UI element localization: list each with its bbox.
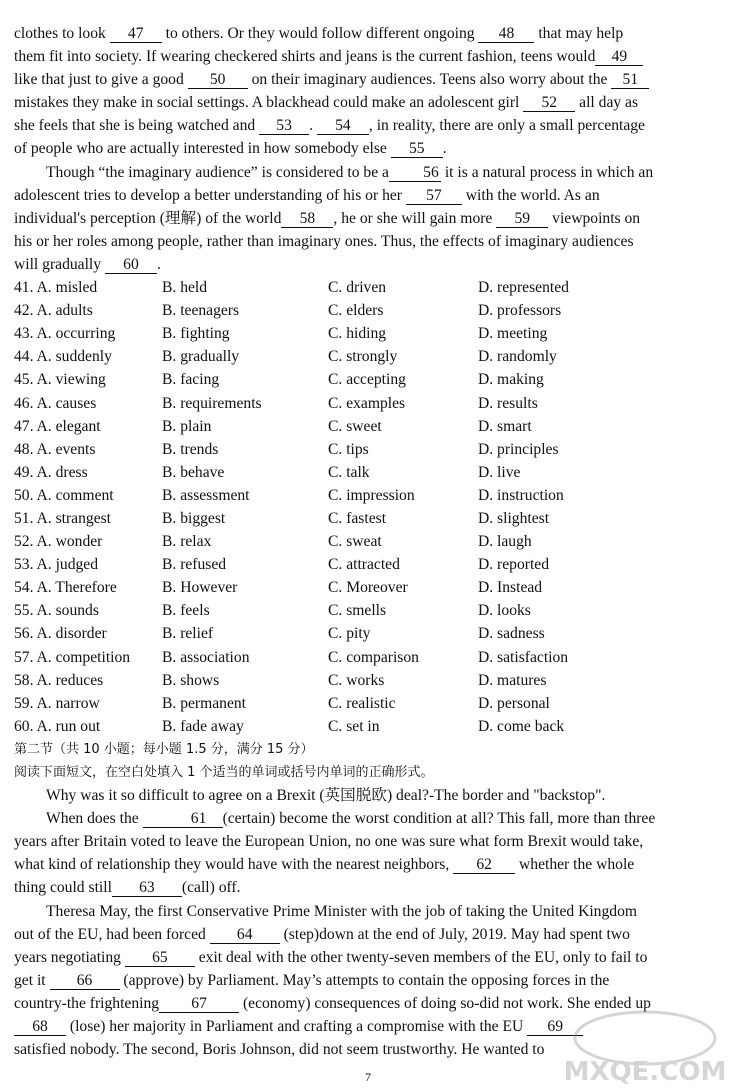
option-cell: D. represented [478, 279, 569, 297]
option-cell: B. feels [162, 602, 210, 620]
option-row [14, 646, 718, 669]
option-cell: B. However [162, 579, 238, 597]
option-cell: 46. A. causes [14, 394, 97, 412]
option-cell: C. realistic [328, 694, 396, 712]
option-row [14, 484, 718, 507]
option-cell: C. tips [328, 440, 369, 458]
option-cell: C. pity [328, 625, 371, 643]
option-row [14, 576, 718, 599]
blank-64: 64 [210, 926, 280, 944]
blank-67: 67 [159, 995, 239, 1013]
option-cell: D. principles [478, 440, 559, 458]
blank-63: 63 [112, 879, 182, 897]
option-cell: 41. A. misled [14, 279, 98, 297]
option-cell: B. relief [162, 625, 214, 643]
option-cell: 42. A. adults [14, 302, 93, 320]
option-cell: 49. A. dress [14, 463, 88, 481]
passage-line: will gradually 60 . [14, 255, 161, 273]
option-cell: D. live [478, 463, 521, 481]
option-cell: B. assessment [162, 486, 250, 504]
option-cell: D. laugh [478, 533, 532, 551]
option-row [14, 299, 718, 322]
option-cell: B. trends [162, 440, 219, 458]
option-row [14, 553, 718, 576]
article-line: out of the EU, had been forced 64 (step)down at the end of July, 2019. May had spent two [14, 925, 630, 943]
option-row [14, 622, 718, 645]
blank-50: 50 [188, 71, 248, 89]
svg-text:MXQE.COM: MXQE.COM [563, 1057, 727, 1086]
article-line: satisfied nobody. The second, Boris Johnson, did not seem trustworthy. He wanted to [14, 1041, 545, 1059]
option-cell: D. making [478, 371, 544, 389]
option-cell: C. sweat [328, 533, 382, 551]
option-cell: B. fighting [162, 325, 230, 343]
option-cell: 45. A. viewing [14, 371, 106, 389]
document-page [14, 22, 726, 1061]
option-cell: B. requirements [162, 394, 262, 412]
option-cell: C. examples [328, 394, 406, 412]
article-line: years after Britain voted to leave the European Union, no one was sure what form Brexit would take, [14, 833, 644, 851]
blank-60: 60 [105, 256, 157, 274]
option-row [14, 599, 718, 622]
blank-68: 68 [14, 1018, 66, 1036]
option-cell: D. slightest [478, 509, 550, 527]
section-heading: 第二节（共 10 小题；每小题 1.5 分，满分 15 分） [14, 741, 314, 757]
option-cell: B. held [162, 279, 208, 297]
option-cell: 51. A. strangest [14, 509, 112, 527]
option-row [14, 461, 718, 484]
option-cell: C. driven [328, 279, 387, 297]
option-row [14, 368, 718, 391]
option-cell: B. facing [162, 371, 220, 389]
option-cell: B. behave [162, 463, 225, 481]
blank-52: 52 [523, 94, 575, 112]
option-cell: D. matures [478, 671, 547, 689]
article-line: Theresa May, the first Conservative Prime Minister with the job of taking the United Kingdom [46, 902, 638, 920]
passage-line: his or her roles among people, rather than imaginary ones. Thus, the effects of imaginary audiences [14, 232, 634, 250]
blank-48: 48 [478, 25, 534, 43]
blank-56: 56 [389, 164, 441, 182]
blank-65: 65 [125, 949, 195, 967]
option-cell: B. permanent [162, 694, 247, 712]
option-cell: C. accepting [328, 371, 406, 389]
article-line: Why was it so difficult to agree on a Brexit (英国脱欧) deal?-The border and "backstop". [46, 787, 606, 805]
option-cell: 44. A. suddenly [14, 348, 112, 366]
article-line: years negotiating 65 exit deal with the other twenty-seven members of the EU, only to fail to [14, 948, 648, 966]
option-cell: 47. A. elegant [14, 417, 101, 435]
passage-line: mistakes they make in social settings. A blackhead could make an adolescent girl 52 all day as [14, 94, 639, 112]
passage-line: adolescent tries to develop a better understanding of his or her 57 with the world. As an [14, 186, 600, 204]
passage-line: of people who are actually interested in how somebody else 55 . [14, 140, 447, 158]
blank-61: 61 [143, 810, 223, 828]
option-cell: B. biggest [162, 509, 226, 527]
passage-line: Though “the imaginary audience” is considered to be a 56 it is a natural process in which an [46, 163, 654, 181]
option-cell: C. sweet [328, 417, 382, 435]
option-cell: D. meeting [478, 325, 548, 343]
option-cell: 52. A. wonder [14, 533, 103, 551]
option-cell: B. teenagers [162, 302, 240, 320]
option-cell: C. hiding [328, 325, 387, 343]
option-cell: C. works [328, 671, 385, 689]
option-cell: D. come back [478, 717, 565, 735]
passage-line: like that just to give a good 50 on their imaginary audiences. Teens also worry about the 51 [14, 68, 726, 91]
option-cell: D. personal [478, 694, 550, 712]
blank-62: 62 [453, 856, 515, 874]
option-row [14, 276, 718, 299]
option-cell: C. talk [328, 463, 370, 481]
option-row [14, 322, 718, 345]
option-cell: D. smart [478, 417, 532, 435]
blank-58: 58 [281, 210, 333, 228]
option-cell: C. set in [328, 717, 380, 735]
option-cell: C. smells [328, 602, 387, 620]
option-cell: B. relax [162, 533, 212, 551]
option-cell: D. results [478, 394, 538, 412]
option-cell: D. satisfaction [478, 648, 569, 666]
blank-55: 55 [391, 140, 443, 158]
option-row [14, 669, 718, 692]
option-cell: 60. A. run out [14, 717, 101, 735]
blank-69: 69 [527, 1018, 583, 1036]
blank-47: 47 [110, 25, 162, 43]
article-line: get it 66 (approve) by Parliament. May’s attempts to contain the opposing forces in the [14, 971, 610, 989]
blank-66: 66 [50, 972, 120, 990]
option-cell: 54. A. Therefore [14, 579, 117, 597]
option-cell: D. Instead [478, 579, 543, 597]
article-line: When does the 61 (certain) become the worst condition at all? This fall, more than three [46, 810, 656, 828]
option-cell: C. strongly [328, 348, 398, 366]
option-cell: C. attracted [328, 556, 400, 574]
passage-line: individual's perception (理解) of the world 58 , he or she will gain more 59 viewpoints on [14, 209, 641, 227]
option-cell: C. elders [328, 302, 384, 320]
option-cell: 56. A. disorder [14, 625, 107, 643]
option-cell: B. shows [162, 671, 220, 689]
option-cell: B. plain [162, 417, 212, 435]
article-line: thing could still 63 (call) off. [14, 879, 241, 897]
option-cell: C. impression [328, 486, 415, 504]
passage-line: she feels that she is being watched and 53 . 54 , in reality, there are only a small percentage [14, 117, 645, 135]
blank-54: 54 [317, 117, 369, 135]
option-cell: C. comparison [328, 648, 419, 666]
option-row [14, 415, 718, 438]
blank-51: 51 [611, 71, 649, 89]
option-row [14, 507, 718, 530]
option-cell: D. professors [478, 302, 562, 320]
option-cell: D. reported [478, 556, 550, 574]
option-row [14, 345, 718, 368]
option-cell: C. fastest [328, 509, 387, 527]
option-cell: C. Moreover [328, 579, 408, 597]
section-instruction: 阅读下面短文，在空白处填入 1 个适当的单词或括号内单词的正确形式。 [14, 765, 434, 780]
option-row [14, 392, 718, 415]
blank-59: 59 [496, 210, 548, 228]
article-line: 68 (lose) her majority in Parliament and crafting a compromise with the EU 69 [14, 1015, 726, 1038]
blank-49: 49 [595, 48, 643, 66]
article-line: country-the frightening 67 (economy) consequences of doing so-did not work. She ended up [14, 994, 651, 1012]
option-row [14, 530, 718, 553]
option-cell: 59. A. narrow [14, 694, 100, 712]
passage-line: them fit into society. If wearing checkered shirts and jeans is the current fashion, teens would 49 [14, 45, 726, 68]
option-cell: 58. A. reduces [14, 671, 104, 689]
blank-57: 57 [406, 187, 462, 205]
option-cell: B. association [162, 648, 250, 666]
article-line: what kind of relationship they would have with the nearest neighbors, 62 whether the whole [14, 856, 635, 874]
option-row [14, 715, 718, 738]
option-cell: D. looks [478, 602, 531, 620]
option-cell: B. fade away [162, 717, 244, 735]
option-cell: D. sadness [478, 625, 545, 643]
option-row [14, 692, 718, 715]
option-cell: 48. A. events [14, 440, 96, 458]
option-cell: 50. A. comment [14, 486, 114, 504]
option-cell: 43. A. occurring [14, 325, 116, 343]
blank-53: 53 [259, 117, 309, 135]
watermark-logo [560, 1004, 730, 1086]
passage-line: clothes to look 47 to others. Or they would follow different ongoing 48 that may help [14, 25, 624, 42]
option-cell: B. gradually [162, 348, 240, 366]
option-row [14, 438, 718, 461]
option-cell: D. instruction [478, 486, 564, 504]
option-cell: D. randomly [478, 348, 557, 366]
option-cell: 55. A. sounds [14, 602, 99, 620]
option-cell: 53. A. judged [14, 556, 99, 574]
page-number: 7 [365, 1070, 371, 1084]
options-table [14, 276, 718, 738]
option-cell: B. refused [162, 556, 227, 574]
option-cell: 57. A. competition [14, 648, 131, 666]
